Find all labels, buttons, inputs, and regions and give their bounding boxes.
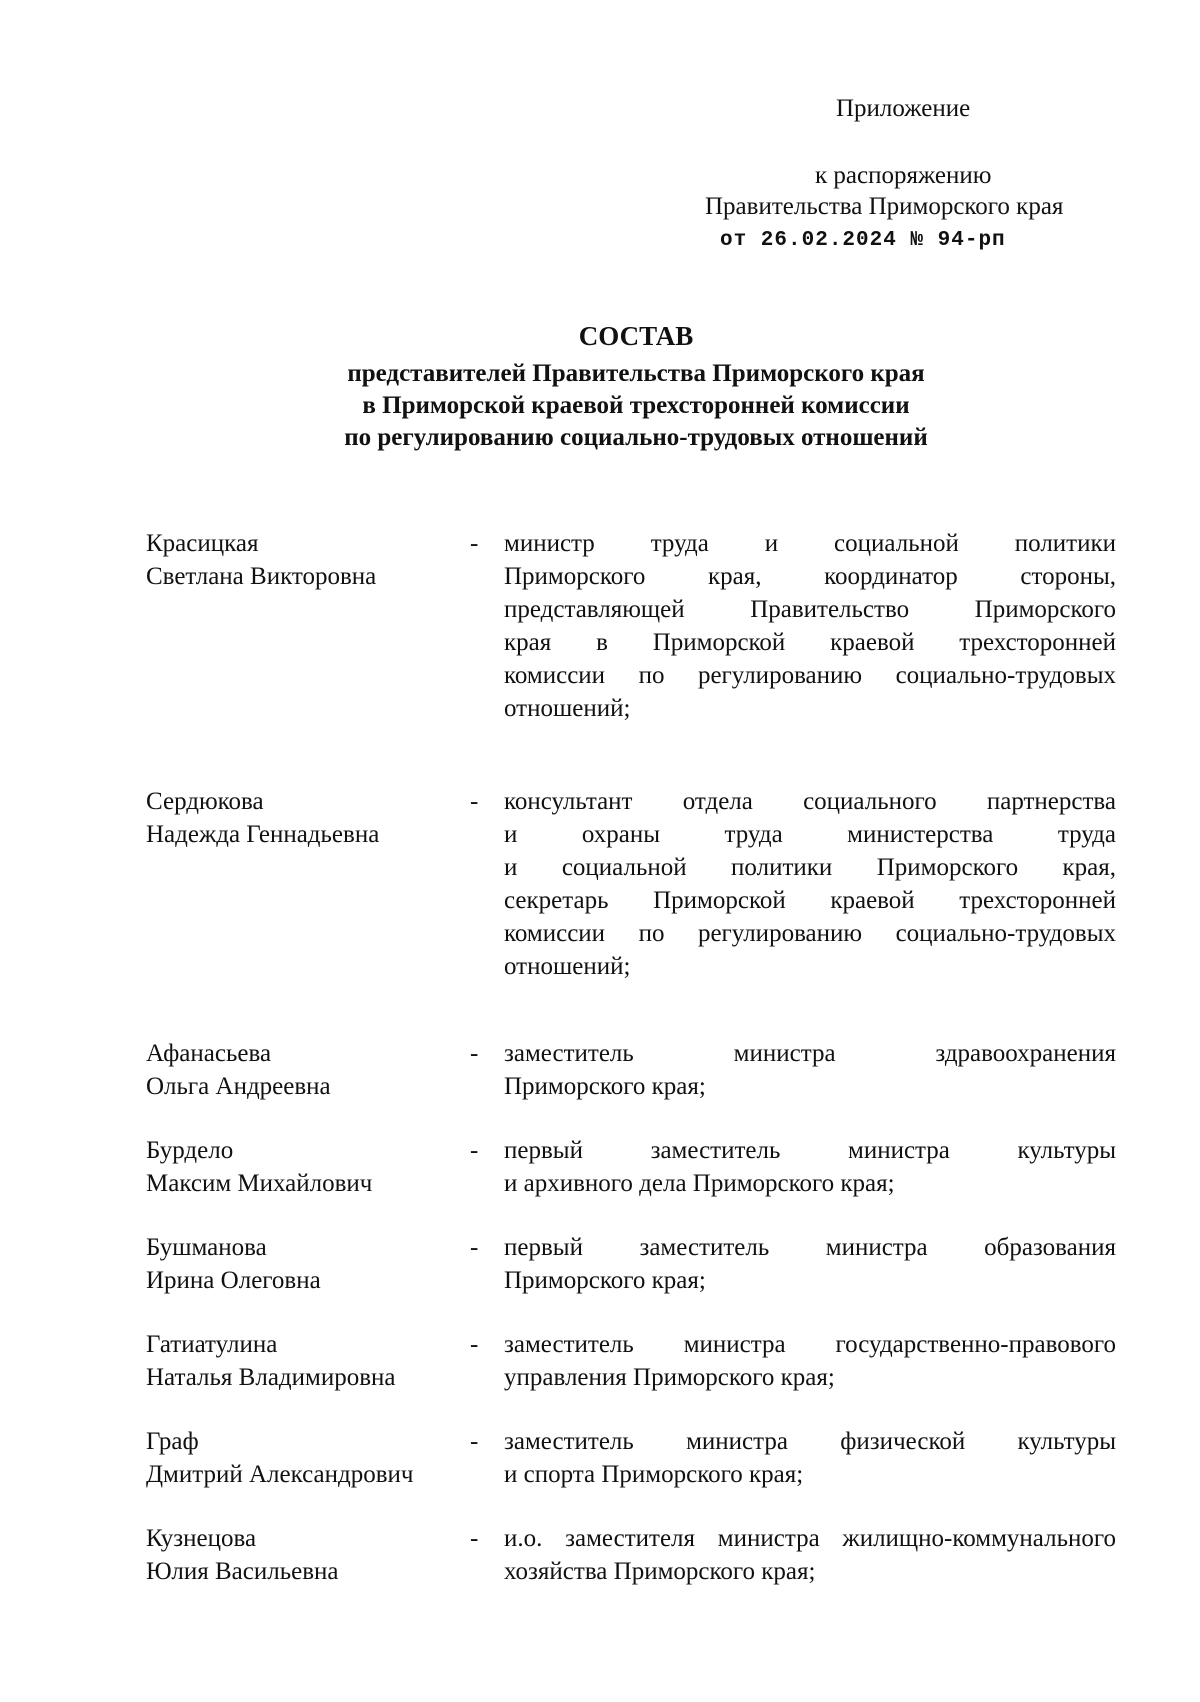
- member-name: [146, 1231, 466, 1297]
- member-position-line: секретарь Приморской краевой трехсторонней: [504, 887, 1116, 914]
- member-row: [146, 527, 1116, 725]
- member-position-line: края в Приморской краевой трехсторонней: [504, 629, 1116, 656]
- member-surname: Сердюкова: [146, 788, 264, 815]
- member-name: [146, 1328, 466, 1394]
- member-dash: -: [470, 1234, 479, 1261]
- appendix-reference-line-2: Правительства Приморского края: [705, 193, 1064, 220]
- appendix-title: Приложение: [836, 95, 971, 122]
- document-subtitle: [36, 358, 1200, 454]
- member-row: [146, 1037, 1116, 1103]
- member-position-line: отношений;: [504, 695, 631, 722]
- member-surname: Кузнецова: [146, 1525, 257, 1552]
- member-position-line: Приморского края;: [504, 1073, 706, 1100]
- member-row: [146, 1328, 1116, 1394]
- member-position: [504, 1522, 1116, 1588]
- member-given-names: Наталья Владимировна: [146, 1364, 396, 1391]
- member-position-line: управления Приморского края;: [504, 1364, 835, 1391]
- appendix-reference-line-1: к распоряжению: [815, 162, 992, 189]
- member-dash: -: [470, 530, 479, 557]
- member-name: [146, 527, 466, 725]
- member-dash: -: [470, 1428, 479, 1455]
- member-dash: -: [470, 1137, 479, 1164]
- member-position-line: Приморского края, координатор стороны,: [504, 563, 1116, 590]
- subtitle-line: в Приморской краевой трехсторонней комиссии: [362, 392, 910, 419]
- member-dash: -: [470, 1331, 479, 1358]
- member-position-line: и архивного дела Приморского края;: [504, 1170, 895, 1197]
- member-position-line: заместитель министра здравоохранения: [504, 1040, 1116, 1067]
- member-position-line: заместитель министра физической культуры: [504, 1428, 1116, 1455]
- member-name: [146, 1425, 466, 1491]
- member-row: [146, 1425, 1116, 1491]
- member-position: [504, 1425, 1116, 1491]
- member-surname: Бушманова: [146, 1234, 267, 1261]
- member-row: [146, 1522, 1116, 1588]
- member-position-line: заместитель министра государственно-правового: [504, 1331, 1116, 1358]
- subtitle-line: представителей Правительства Приморского края: [347, 360, 925, 387]
- member-position-line: и.о. заместителя министра жилищно-коммунального: [504, 1525, 1116, 1552]
- member-position-line: Приморского края;: [504, 1267, 706, 1294]
- member-dash: -: [470, 788, 479, 815]
- member-position-line: комиссии по регулированию социально-трудовых: [504, 662, 1116, 689]
- document-title: СОСТАВ: [578, 321, 694, 351]
- member-surname: Красицкая: [146, 530, 259, 557]
- member-position: [504, 785, 1116, 983]
- member-position-line: и социальной политики Приморского края,: [504, 854, 1116, 881]
- member-surname: Гатиатулина: [146, 1331, 278, 1358]
- member-dash: -: [470, 1525, 479, 1552]
- member-position-line: министр труда и социальной политики: [504, 530, 1116, 557]
- member-given-names: Юлия Васильевна: [146, 1558, 339, 1585]
- member-given-names: Ирина Олеговна: [146, 1267, 321, 1294]
- member-given-names: Ольга Андреевна: [146, 1073, 331, 1100]
- member-position: [504, 527, 1116, 725]
- member-row: [146, 785, 1116, 983]
- member-position: [504, 1037, 1116, 1103]
- member-position: [504, 1328, 1116, 1394]
- member-name: [146, 1037, 466, 1103]
- member-position-line: хозяйства Приморского края;: [504, 1558, 816, 1585]
- member-position: [504, 1231, 1116, 1297]
- member-row: [146, 1231, 1116, 1297]
- members-list: [146, 527, 1116, 1588]
- member-surname: Афанасьева: [146, 1040, 272, 1067]
- member-given-names: Светлана Викторовна: [146, 563, 377, 590]
- member-dash: -: [470, 1040, 479, 1067]
- member-position-line: комиссии по регулированию социально-трудовых: [504, 920, 1116, 947]
- appendix-order-number: от 26.02.2024 № 94-рп: [720, 229, 1006, 252]
- member-name: [146, 1134, 466, 1200]
- member-position-line: первый заместитель министра культуры: [504, 1137, 1116, 1164]
- member-row: [146, 1134, 1116, 1200]
- member-position-line: и спорта Приморского края;: [504, 1461, 804, 1488]
- member-position-line: первый заместитель министра образования: [504, 1234, 1116, 1261]
- member-position: [504, 1134, 1116, 1200]
- member-position-line: представляющей Правительство Приморского: [504, 596, 1116, 623]
- member-surname: Бурдело: [146, 1137, 234, 1164]
- member-position-line: консультант отдела социального партнерства: [504, 788, 1116, 815]
- member-position-line: и охраны труда министерства труда: [504, 821, 1116, 848]
- member-surname: Граф: [146, 1428, 199, 1455]
- member-name: [146, 785, 466, 983]
- subtitle-line: по регулированию социально-трудовых отношений: [344, 424, 928, 451]
- member-name: [146, 1522, 466, 1588]
- member-position-line: отношений;: [504, 953, 631, 980]
- member-given-names: Надежда Геннадьевна: [146, 821, 380, 848]
- member-given-names: Максим Михайлович: [146, 1170, 373, 1197]
- member-given-names: Дмитрий Александрович: [146, 1461, 414, 1488]
